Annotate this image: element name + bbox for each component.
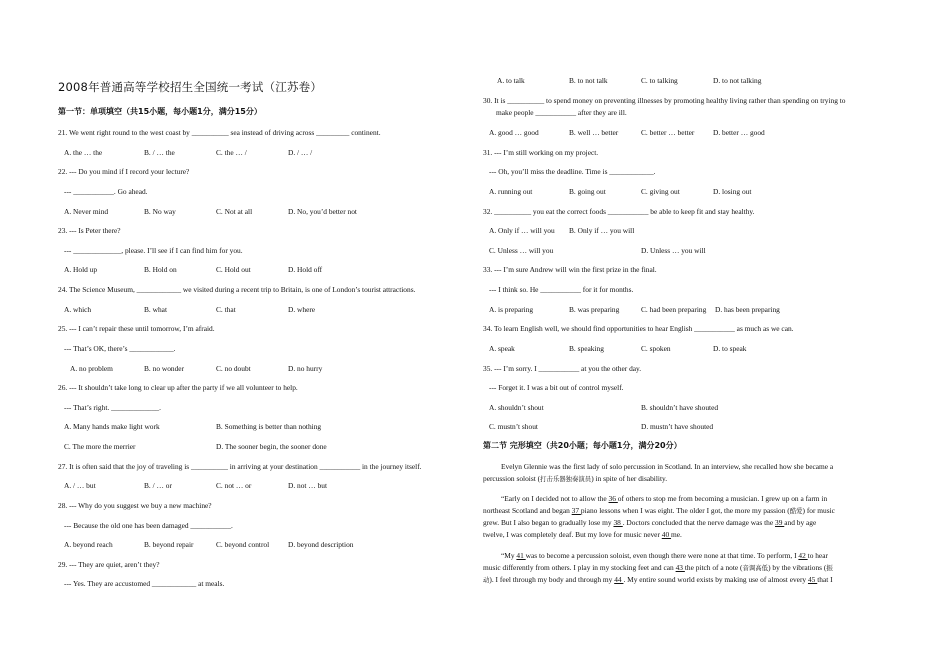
question-26-stem: 26. --- It shouldn’t take long to clear up after the party if we all volunteer to help.	[58, 383, 298, 392]
q22-option-b: B. No way	[144, 207, 176, 216]
q22-option-a: A. Never mind	[64, 207, 109, 216]
q30-option-c: C. better … better	[641, 128, 695, 137]
q27-option-d: D. not … but	[288, 481, 328, 490]
q28-option-b: B. beyond repair	[144, 540, 194, 549]
q23-option-d: D. Hold off	[288, 265, 323, 274]
question-29-stem2: --- Yes. They are accustomed ____________ at meals.	[64, 579, 225, 588]
q28-option-a: A. beyond reach	[64, 540, 113, 549]
q32-option-a: A. Only if … will you	[489, 226, 555, 235]
q33-option-c: C. had been preparing	[641, 305, 707, 314]
q35-option-c: C. mustn’t shout	[489, 422, 538, 431]
question-25-stem2: --- That’s OK, there’s ____________.	[64, 344, 176, 353]
q29-option-b: B. to not talk	[569, 76, 608, 85]
passage-text: twelve, I was completely deaf. But my love for music never	[483, 530, 662, 539]
q31-option-b: B. going out	[569, 187, 606, 196]
q30-option-a: A. good … good	[489, 128, 539, 137]
passage-text: was to become a percussion soloist, even though there were none at that time. To perform, I	[525, 551, 799, 560]
q30-option-b: B. well … better	[569, 128, 619, 137]
passage-p3-line1	[501, 551, 828, 560]
passage-p2-line1	[501, 494, 827, 503]
q32-option-b: B. Only if … you will	[569, 226, 635, 235]
passage-text: of others to stop me from becoming a musician. I grew up on a farm in	[617, 494, 828, 503]
q25-option-b: B. no wonder	[144, 364, 185, 373]
passage-p2-line4	[483, 530, 682, 539]
q34-option-d: D. to speak	[713, 344, 747, 353]
q29-option-d: D. to not talking	[713, 76, 762, 85]
q21-option-d: D. / … /	[288, 148, 313, 157]
blank-37[interactable]: 37	[571, 506, 581, 515]
passage-chinese-gloss: 振	[826, 564, 833, 572]
q35-option-b: B. shouldn’t have shouted	[641, 403, 719, 412]
passage-p3-line3	[483, 575, 833, 584]
passage-text: to hear	[807, 551, 828, 560]
passage-text: . My entire sound world exists by making use of almost every	[623, 575, 808, 584]
q33-option-b: B. was preparing	[569, 305, 620, 314]
q21-option-b: B. / … the	[144, 148, 175, 157]
blank-39[interactable]: 39	[775, 518, 785, 527]
passage-p2-line2	[483, 506, 835, 515]
question-33-stem: 33. --- I’m sure Andrew will win the first prize in the final.	[483, 265, 657, 274]
q28-option-d: D. beyond description	[288, 540, 354, 549]
q29-option-a: A. to talk	[497, 76, 525, 85]
exam-title: 2008年普通高等学校招生全国统一考试（江苏卷）	[58, 80, 323, 94]
passage-chinese-gloss: 动	[483, 576, 490, 584]
q33-option-d: D. has been preparing	[715, 305, 780, 314]
q29-option-c: C. to talking	[641, 76, 678, 85]
q25-option-d: D. no hurry	[288, 364, 323, 373]
blank-38[interactable]: 38	[613, 518, 623, 527]
q32-option-c: C. Unless … will you	[489, 246, 554, 255]
blank-40[interactable]: 40	[661, 530, 672, 539]
q23-option-c: C. Hold out	[216, 265, 251, 274]
q27-option-a: A. / … but	[64, 481, 96, 490]
q30-option-d: D. better … good	[713, 128, 765, 137]
passage-text: piano lessons when I was eight. The older I got, the more my passion (	[580, 506, 790, 515]
question-23-stem: 23. --- Is Peter there?	[58, 226, 121, 235]
q27-option-c: C. not … or	[216, 481, 252, 490]
passage-text: northeast Scotland and began	[483, 506, 572, 515]
q21-option-c: C. the … /	[216, 148, 247, 157]
q31-option-d: D. losing out	[713, 187, 752, 196]
question-26-stem2: --- That’s right. _____________.	[64, 403, 161, 412]
q26-option-a: A. Many hands make light work	[64, 422, 160, 431]
q22-option-d: D. No, you’d better not	[288, 207, 357, 216]
q26-option-c: C. The more the merrier	[64, 442, 136, 451]
passage-text: music differently from others. I play in my stocking feet and can	[483, 563, 676, 572]
question-30-stem: 30. It is __________ to spend money on preventing illnesses by promoting healthy living rather than spending on trying to	[483, 96, 846, 105]
passage-text: percussion soloist (	[483, 474, 541, 483]
q24-option-a: A. which	[64, 305, 92, 314]
blank-42[interactable]: 42	[798, 551, 808, 560]
q31-option-c: C. giving out	[641, 187, 680, 196]
blank-43[interactable]: 43	[675, 563, 685, 572]
q34-option-b: B. speaking	[569, 344, 604, 353]
q27-option-b: B. / … or	[144, 481, 172, 490]
passage-p1-line1: Evelyn Glennie was the first lady of solo percussion in Scotland. In an interview, she recalled how she became a	[501, 462, 834, 471]
section1-heading: 第一节：单项填空（共15小题，每小题1分，满分15分）	[58, 107, 262, 116]
passage-p2-line3	[483, 518, 816, 527]
question-27-stem: 27. It is often said that the joy of traveling is __________ in arriving at your destination ___________ in the journey itself.	[58, 462, 422, 471]
q24-option-c: C. that	[216, 305, 236, 314]
question-21-stem: 21. We went right round to the west coast by __________ sea instead of driving across _________ continent.	[58, 128, 381, 137]
q25-option-a: A. no problem	[70, 364, 113, 373]
q24-option-b: B. what	[144, 305, 167, 314]
q33-option-a: A. is preparing	[489, 305, 534, 314]
question-22-stem2: --- ___________. Go ahead.	[64, 187, 148, 196]
passage-text: . Doctors concluded that the nerve damage was the	[622, 518, 775, 527]
q34-option-c: C. spoken	[641, 344, 671, 353]
passage-text: “My	[501, 551, 517, 560]
q26-option-b: B. Something is better than nothing	[216, 422, 322, 431]
blank-44[interactable]: 44	[614, 575, 624, 584]
passage-p1-line2	[483, 474, 667, 483]
question-34-stem: 34. To learn English well, we should find opportunities to hear English ___________ as much as we can.	[483, 324, 794, 333]
passage-text: grew. But I also began to gradually lose my	[483, 518, 614, 527]
q25-option-c: C. no doubt	[216, 364, 251, 373]
q24-option-d: D. where	[288, 305, 316, 314]
passage-text: that I	[817, 575, 833, 584]
passage-text: the pitch of a note (	[684, 563, 743, 572]
question-35-stem2: --- Forget it. I was a bit out of control myself.	[489, 383, 624, 392]
question-32-stem: 32. __________ you eat the correct foods ___________ be able to keep fit and stay healthy.	[483, 207, 755, 216]
question-25-stem: 25. --- I can’t repair these until tomorrow, I’m afraid.	[58, 324, 215, 333]
q23-option-b: B. Hold on	[144, 265, 177, 274]
passage-text: me.	[671, 530, 682, 539]
blank-41[interactable]: 41	[516, 551, 526, 560]
passage-text: ) for music	[802, 506, 835, 515]
passage-p3-line2	[483, 563, 833, 572]
passage-text: “Early on I decided not to allow the	[501, 494, 609, 503]
question-35-stem: 35. --- I’m sorry. I ___________ at you the other day.	[483, 364, 642, 373]
q28-option-c: C. beyond control	[216, 540, 270, 549]
q26-option-d: D. The sooner begin, the sooner done	[216, 442, 327, 451]
q32-option-d: D. Unless … you will	[641, 246, 706, 255]
question-29-stem: 29. --- They are quiet, aren’t they?	[58, 560, 160, 569]
passage-text: ) in spite of her disability.	[591, 474, 668, 483]
q34-option-a: A. speak	[489, 344, 515, 353]
section2-heading: 第二节 完形填空（共20小题；每小题1分，满分20分）	[483, 441, 682, 450]
question-28-stem2: --- Because the old one has been damaged ___________.	[64, 521, 233, 530]
q23-option-a: A. Hold up	[64, 265, 98, 274]
question-24-stem: 24. The Science Museum, ____________ we visited during a recent trip to Britain, is one of London’s tourist attractions.	[58, 285, 416, 294]
passage-text: ) by the vibrations (	[768, 563, 827, 572]
q35-option-a: A. shouldn’t shout	[489, 403, 544, 412]
question-33-stem2: --- I think so. He ___________ for it for months.	[489, 285, 634, 294]
question-22-stem: 22. --- Do you mind if I record your lecture?	[58, 167, 190, 176]
passage-text: ). I feel through my body and through my	[489, 575, 615, 584]
passage-chinese-gloss: 酷爱	[789, 507, 803, 515]
question-31-stem2: --- Oh, you’ll miss the deadline. Time is ____________.	[489, 167, 656, 176]
passage-text: and by age	[784, 518, 817, 527]
passage-chinese-gloss: 打击乐器独奏演员	[540, 475, 592, 483]
question-28-stem: 28. --- Why do you suggest we buy a new machine?	[58, 501, 212, 510]
q21-option-a: A. the … the	[64, 148, 103, 157]
blank-36[interactable]: 36	[608, 494, 618, 503]
blank-45[interactable]: 45	[807, 575, 818, 584]
q22-option-c: C. Not at all	[216, 207, 253, 216]
question-23-stem2: --- _____________, please. I’ll see if I can find him for you.	[64, 246, 243, 255]
question-31-stem: 31. --- I’m still working on my project.	[483, 148, 599, 157]
passage-chinese-gloss: 音调高低	[742, 564, 769, 572]
question-30-stem-cont: make people ___________ after they are ill.	[496, 108, 627, 117]
q31-option-a: A. running out	[489, 187, 533, 196]
q35-option-d: D. mustn’t have shouted	[641, 422, 714, 431]
